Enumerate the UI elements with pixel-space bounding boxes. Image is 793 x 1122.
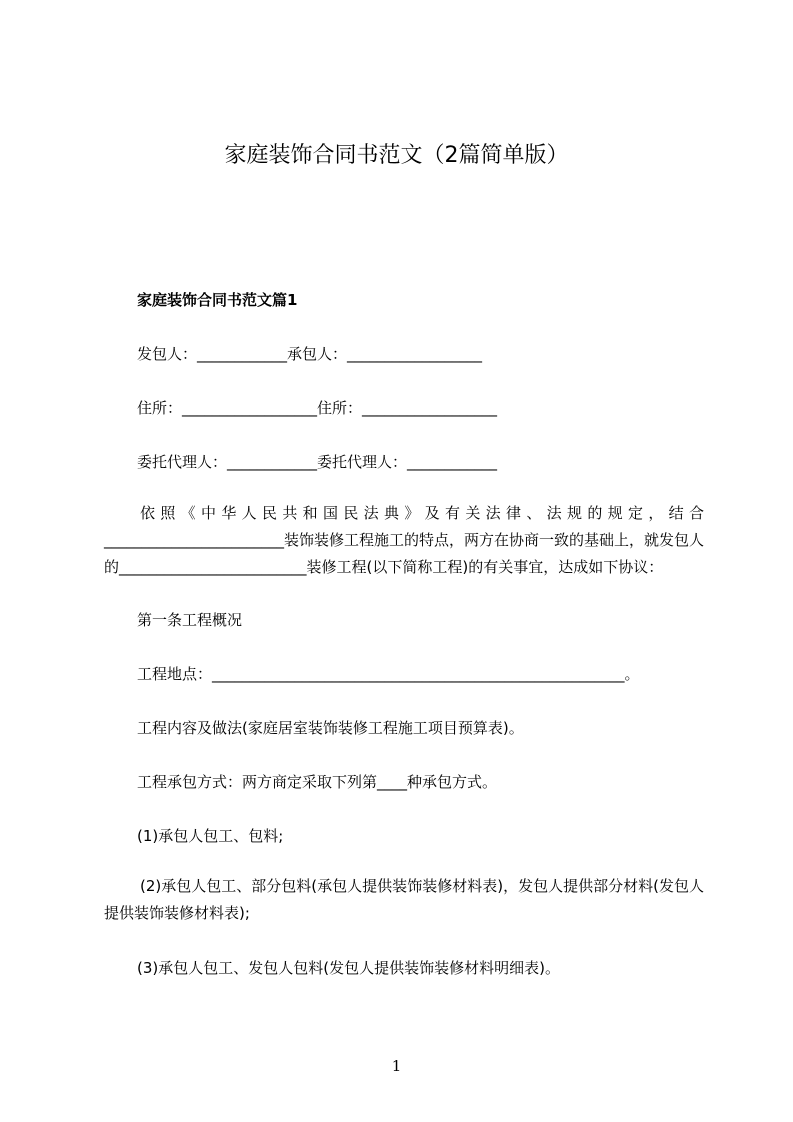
article-1-heading: 第一条工程概况 bbox=[137, 611, 243, 629]
option-2: (2)承包人包工、部分包料(承包人提供装饰装修材料表)，发包人提供部分材料(发包人提供装饰装修材料表); bbox=[104, 877, 704, 922]
document-title: 家庭装饰合同书范文（2篇简单版） bbox=[224, 143, 569, 168]
intro-paragraph: 依照《中华人民共和国民法典》及有关法律、法规的规定，结合________________________装饰装修工程施工的特点，两方在协商一致的基础上，就发包人的_________________________装修工程(以下简称工程)的有关事宜，达成如下协议： bbox=[104, 504, 705, 576]
option-3: (3)承包人包工、发包人包料(发包人提供装饰装修材料明细表)。 bbox=[137, 959, 560, 977]
contract-mode-line: 工程承包方式：两方商定采取下列第____种承包方式。 bbox=[137, 773, 498, 791]
address-line: 住所：__________________住所：__________________ bbox=[137, 399, 498, 417]
page-number: 1 bbox=[391, 1057, 402, 1075]
section-title: 家庭装饰合同书范文篇1 bbox=[137, 291, 298, 309]
option-1: (1)承包人包工、包料; bbox=[137, 827, 284, 845]
agent-line: 委托代理人：____________委托代理人：____________ bbox=[137, 453, 498, 471]
content-line: 工程内容及做法(家庭居室装饰装修工程施工项目预算表)。 bbox=[137, 719, 524, 737]
site-line: 工程地点：_______________________________________________________。 bbox=[137, 665, 640, 683]
party-line: 发包人：____________承包人：__________________ bbox=[137, 345, 483, 363]
